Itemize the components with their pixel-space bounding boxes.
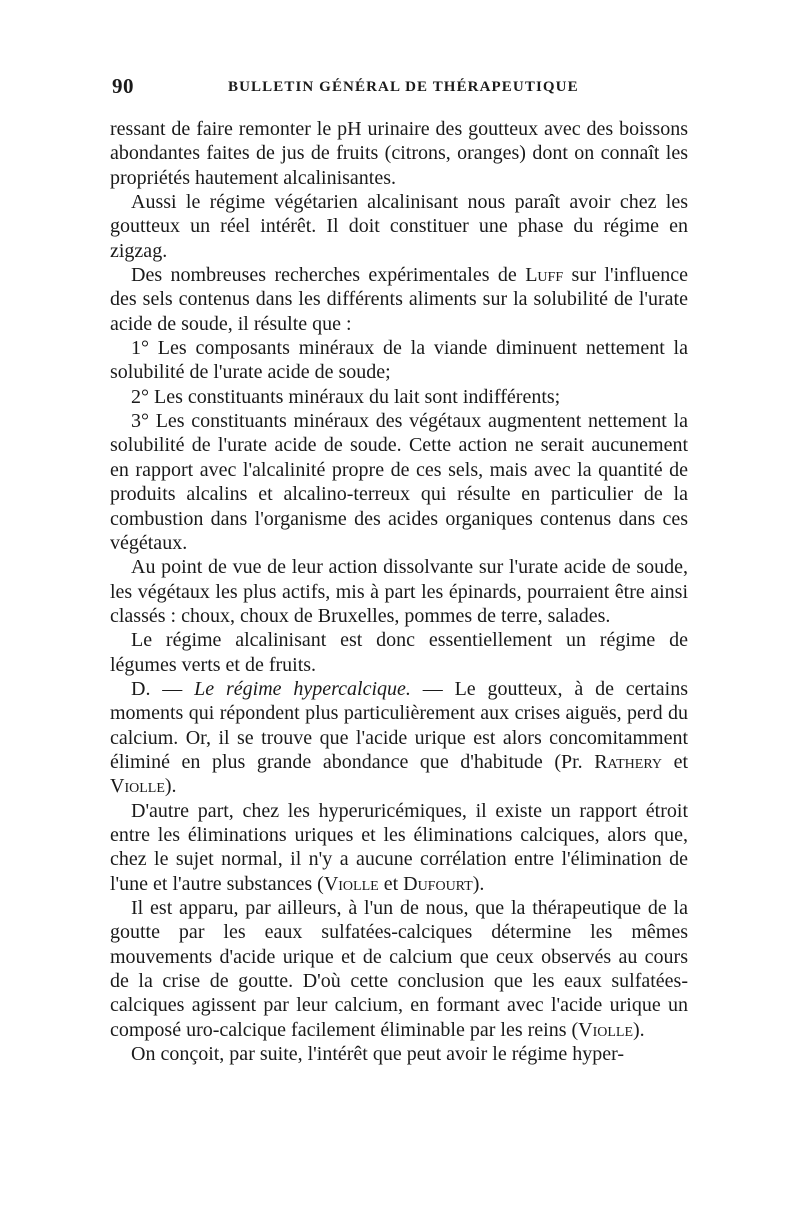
text-run: Des nombreuses recherches expérimentales de [131, 264, 526, 287]
paragraph-vegetable-ranking: Au point de vue de leur action dissolvante sur l'urate acide de soude, les végétaux les plus actifs, mis à part les épinards, pourraient être ainsi classés : choux, choux de Bruxelles, pommes de terre, salades. [110, 556, 688, 627]
paragraph-alkalinizing-summary: Le régime alcalinisant est donc essentiellement un régime de légumes verts et de fruits. [110, 629, 688, 676]
text-run: ). [633, 1018, 645, 1041]
author-name: Dufourt [403, 872, 473, 895]
list-item-vegetable-minerals: 3° Les constituants minéraux des végétaux augmentent nettement la solubilité de l'urate acide de soude. Cette action ne serait aucunement en rapport avec l'alcalinité propre de ces sels, mais avec la quantité de produits alcalins et alcalino-terreux qui résulte en particulier de la combustion dans l'organisme des acides organiques contenus dans ces végétaux. [110, 410, 688, 554]
text-run: sur l'influence des sels contenus dans les différents aliments sur la solubilité de l'urate acide de soude, il résulte que : [110, 264, 688, 335]
section-letter: D. — [131, 677, 195, 700]
text-run: ). [164, 775, 177, 798]
paragraph-sulfated-waters [110, 896, 688, 1042]
text-run: et [662, 750, 688, 773]
author-name: Violle [323, 872, 379, 895]
list-item-milk-minerals: 2° Les constituants minéraux du lait sont indifférents; [131, 385, 561, 408]
running-head: BULLETIN GÉNÉRAL DE THÉRAPEUTIQUE [228, 79, 579, 95]
text-run: et [378, 872, 404, 895]
page-header [112, 74, 688, 104]
paragraph-luff-research [110, 263, 688, 336]
author-name: Luff [525, 264, 564, 287]
paragraph-vegetarian-regime: Aussi le régime végétarien alcalinisant nous paraît avoir chez les goutteux un réel intérêt. Il doit constituer une phase du régime en zigzag. [110, 191, 688, 262]
author-name: Violle [578, 1018, 634, 1041]
text-run: Il est apparu, par ailleurs, à l'un de nous, que la thérapeutique de la goutte par les eaux sulfatées-calciques détermine les mêmes mouvements d'acide urique et de calcium que ceux observés au cours de la crise de goutte. D'où cette conclusion que les eaux sulfatées-calciques agissent par leur calcium, en formant avec l'acide urique un composé uro-calcique facilement éliminable par les reins ( [110, 897, 688, 1041]
paragraph-final-line: On conçoit, par suite, l'intérêt que peut avoir le régime hyper- [131, 1043, 625, 1066]
paragraph-hyperuricemia [110, 799, 688, 896]
section-title: Le régime hypercalcique. [194, 677, 411, 700]
paragraph-hypercalcic-regime [110, 677, 688, 799]
body-text [110, 117, 688, 1066]
author-name: Violle [110, 775, 165, 798]
list-item-meat-minerals: 1° Les composants minéraux de la viande diminuent nettement la solubilité de l'urate acide de soude; [110, 337, 688, 384]
author-name: Rathery [594, 750, 663, 773]
page-number: 90 [112, 74, 134, 98]
text-run: D'autre part, chez les hyperuricémiques, il existe un rapport étroit entre les éliminations uriques et les éliminations calciques, alors que, chez le sujet normal, il n'y a aucune corrélation entre l'élimination de l'une et l'autre substances ( [110, 799, 688, 895]
text-run: ). [472, 872, 485, 895]
text-run: — Le goutteux, à de certains moments qui répondent plus particulièrement aux crises aiguës, perd du calcium. Or, il se trouve que l'acide urique est alors concomitamment éliminé en plus grande abondance que d'habitude (Pr. [110, 677, 688, 773]
paragraph-continuation: ressant de faire remonter le pH urinaire des goutteux avec des boissons abondantes faites de jus de fruits (citrons, oranges) dont on connaît les propriétés hautement alcalinisantes. [110, 118, 688, 189]
